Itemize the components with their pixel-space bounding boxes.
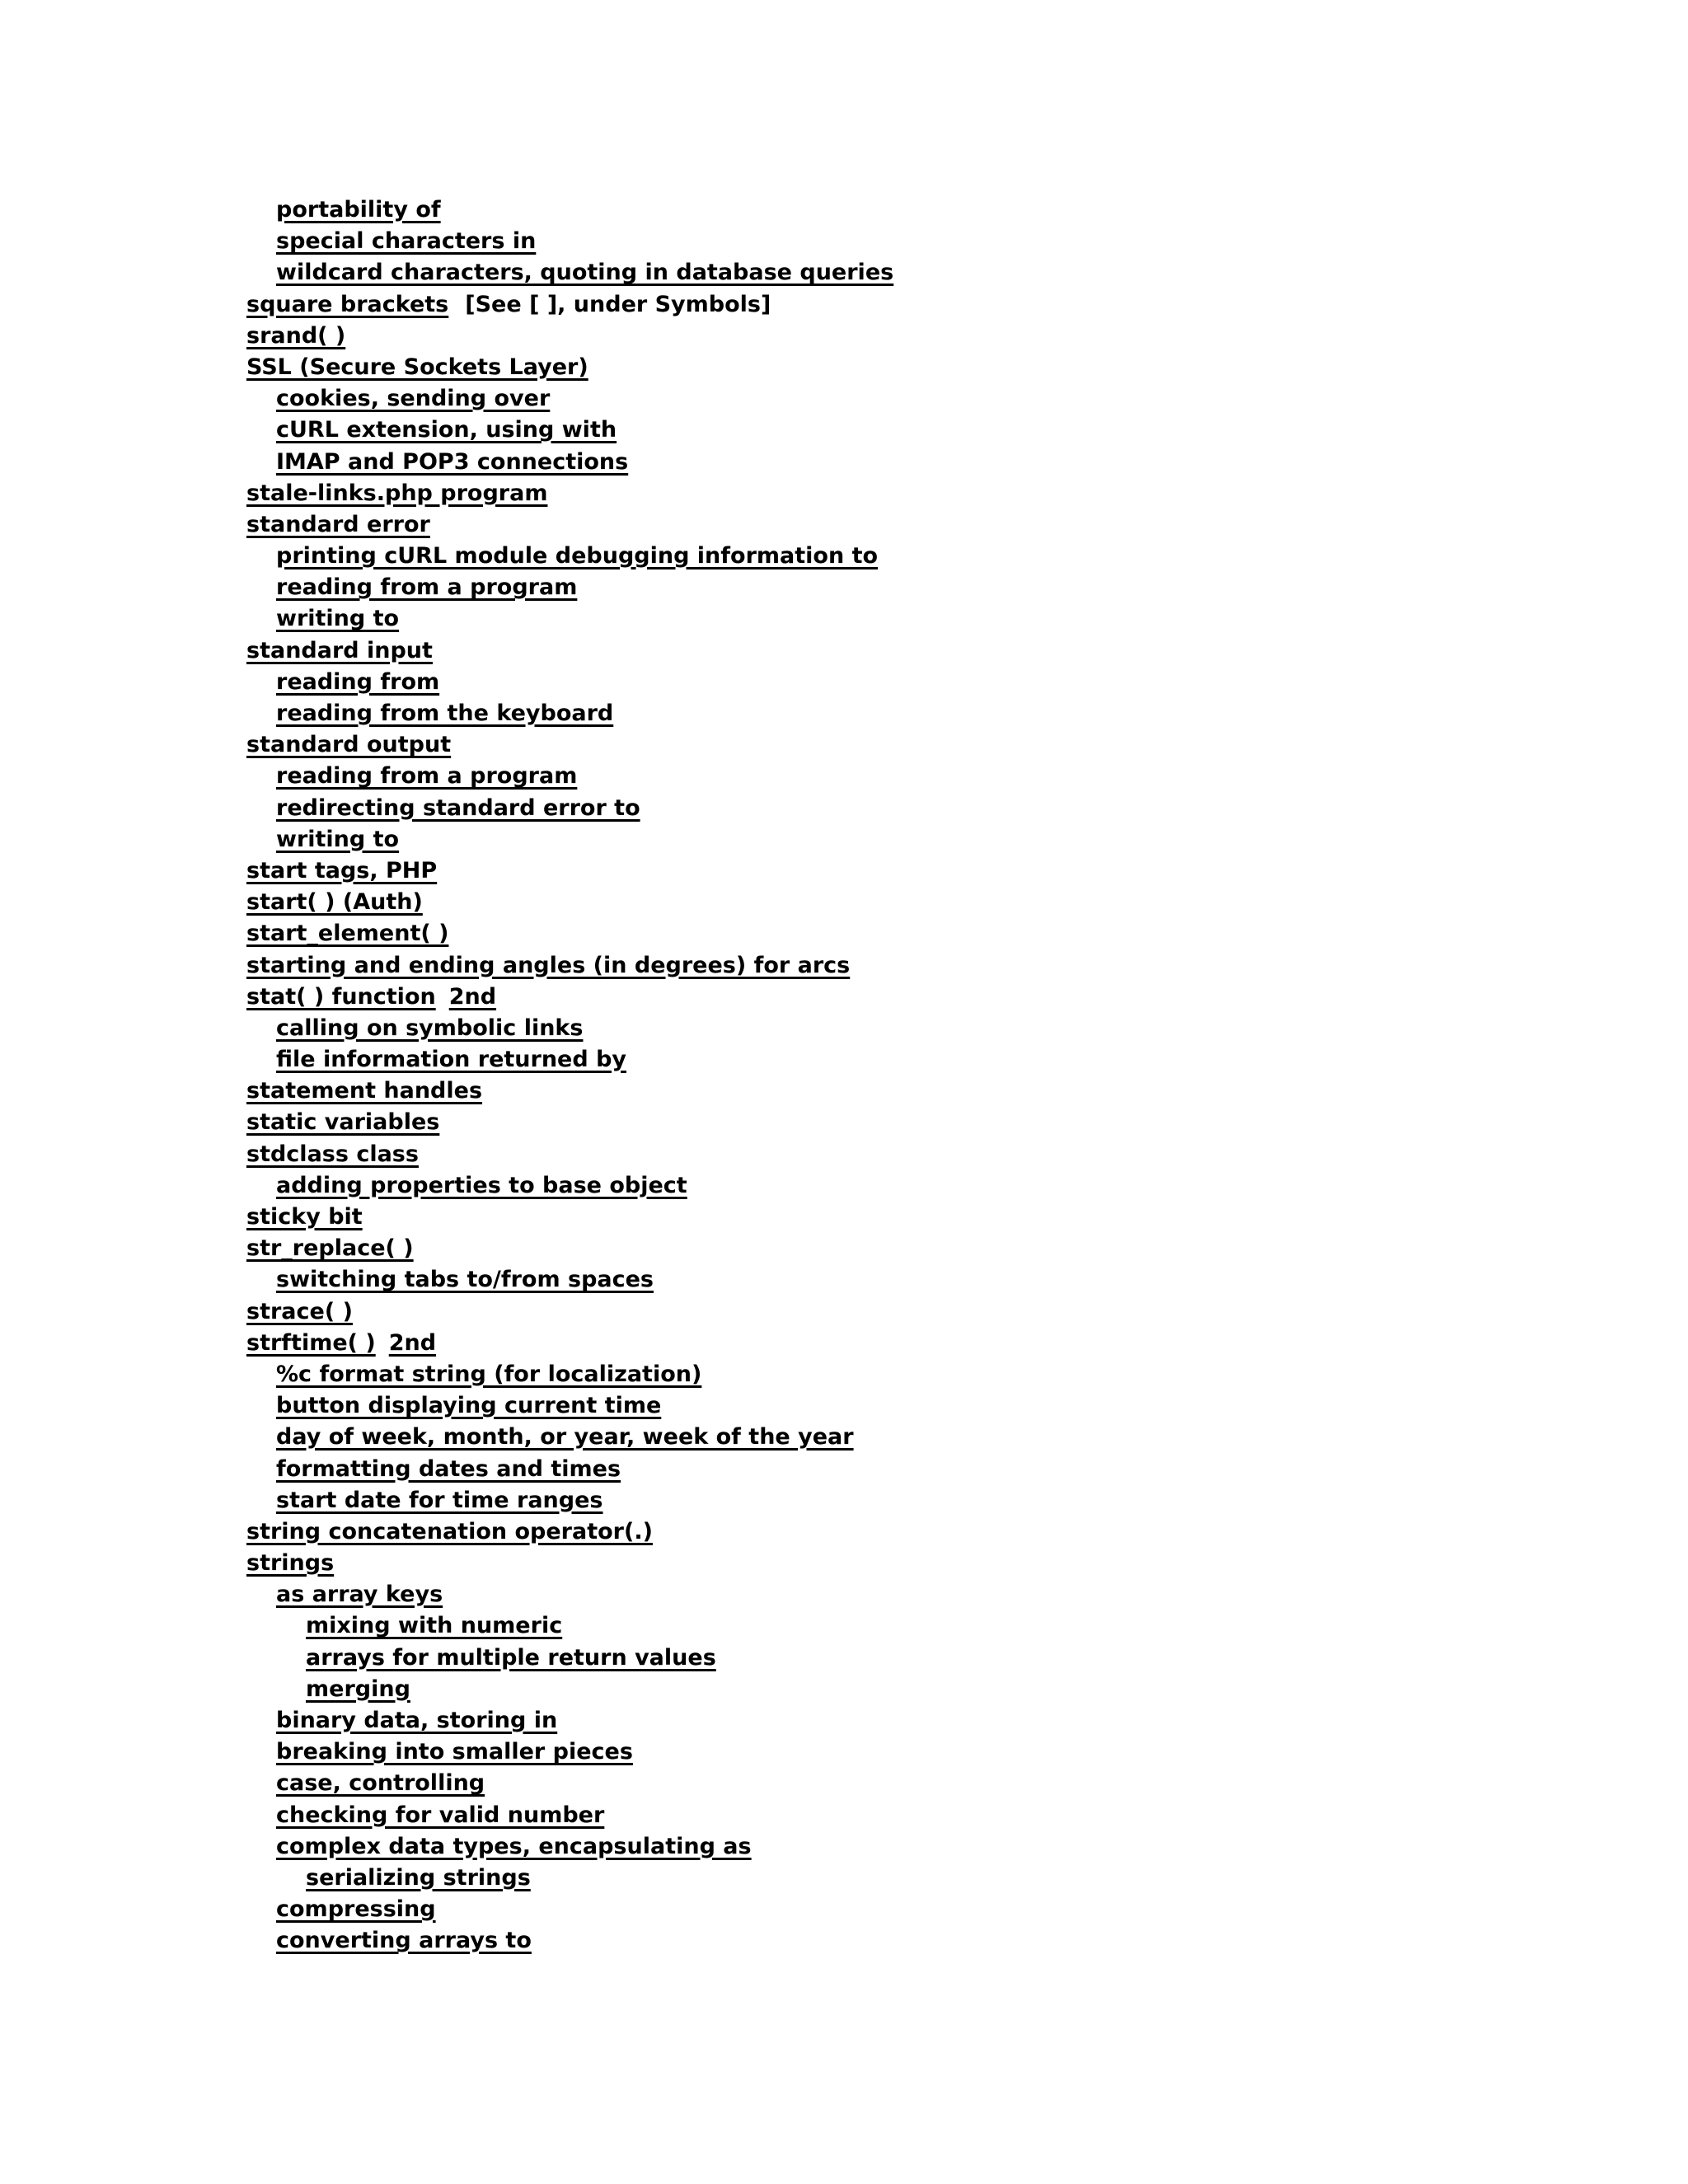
index-entry [246, 950, 893, 982]
index-entry-link[interactable]: serializing strings [306, 1864, 531, 1891]
index-entry [246, 572, 893, 603]
index-entry [246, 918, 893, 949]
index-entry [246, 887, 893, 918]
index-entry-link[interactable]: start_element( ) [246, 921, 449, 947]
index-entry [246, 257, 893, 288]
index-entry [246, 1359, 893, 1390]
index-entry [246, 1705, 893, 1736]
index-entry [246, 1328, 893, 1359]
index-entry [246, 982, 893, 1013]
index-entry [246, 1643, 893, 1674]
index-entry-link[interactable]: mixing with numeric [306, 1613, 563, 1639]
index-entry-link[interactable]: compressing [276, 1896, 436, 1923]
index-entry [246, 1233, 893, 1264]
index-entry-link[interactable]: binary data, storing in [276, 1708, 558, 1733]
index-entry-link[interactable]: writing to [276, 606, 400, 632]
index-entry [246, 855, 893, 887]
index-entry [246, 383, 893, 415]
index-entry [246, 824, 893, 855]
second-reference-link[interactable]: 2nd [388, 1329, 437, 1356]
index-entry-link[interactable]: converting arrays to [276, 1928, 532, 1954]
index-entry-link[interactable]: stat( ) function [246, 983, 436, 1010]
index-entry-link[interactable]: strings [246, 1550, 335, 1577]
index-entry [246, 194, 893, 226]
index-entry [246, 1139, 893, 1170]
index-entry-link[interactable]: SSL (Secure Sockets Layer) [246, 354, 588, 380]
index-entry-link[interactable]: strace( ) [246, 1298, 353, 1324]
index-entry [246, 447, 893, 478]
index-entry-link[interactable]: printing cURL module debugging information to [276, 543, 879, 569]
index-entry [246, 1610, 893, 1642]
index-entry [246, 1863, 893, 1894]
index-entry [246, 415, 893, 446]
index-entry [246, 1107, 893, 1138]
index-entry-link[interactable]: str_replace( ) [246, 1235, 414, 1262]
index-entry [246, 603, 893, 635]
index-entry-link[interactable]: standard error [246, 511, 430, 537]
index-entry [246, 1894, 893, 1925]
index-entry [246, 1044, 893, 1076]
index-entry-link[interactable]: string concatenation operator(.) [246, 1518, 653, 1544]
index-entry-link[interactable]: formatting dates and times [276, 1455, 621, 1482]
index-entry-link[interactable]: start( ) (Auth) [246, 889, 423, 916]
index-entry-link[interactable]: arrays for multiple return values [306, 1644, 716, 1671]
index-entry-link[interactable]: wildcard characters, quoting in database queries [276, 260, 894, 286]
index-entry-link[interactable]: reading from a program [276, 763, 578, 790]
index-entry-link[interactable]: reading from [276, 668, 440, 695]
index-entry-link[interactable]: complex data types, encapsulating as [276, 1833, 752, 1859]
index-entry [246, 1454, 893, 1485]
index-entry-link[interactable]: cookies, sending over [276, 386, 551, 412]
index-entry [246, 1485, 893, 1516]
see-also-reference: [See [ ], under Symbols] [465, 291, 771, 317]
index-entry-link[interactable]: redirecting standard error to [276, 794, 640, 821]
index-entry [246, 635, 893, 667]
index-entry-link[interactable]: static variables [246, 1109, 440, 1136]
index-entry-link[interactable]: calling on symbolic links [276, 1015, 584, 1041]
index-entry [246, 1768, 893, 1799]
index-entry [246, 1925, 893, 1957]
index-entry [246, 667, 893, 698]
index-entry-link[interactable]: switching tabs to/from spaces [276, 1267, 654, 1293]
index-entry-link[interactable]: as array keys [276, 1582, 443, 1608]
index-entry [246, 1516, 893, 1548]
index-entry [246, 1202, 893, 1233]
index-entry-link[interactable]: stale-links.php program [246, 480, 548, 506]
index-entry-link[interactable]: special characters in [276, 228, 537, 255]
index-entry-link[interactable]: start tags, PHP [246, 857, 438, 883]
index-entry [246, 1422, 893, 1453]
index-entry-link[interactable]: statement handles [246, 1078, 483, 1104]
second-reference-link[interactable]: 2nd [448, 983, 497, 1010]
index-entry-link[interactable]: writing to [276, 826, 400, 852]
index-entry-link[interactable]: strftime( ) [246, 1329, 376, 1356]
index-entry [246, 1264, 893, 1296]
index-entry [246, 289, 893, 321]
index-entry-link[interactable]: IMAP and POP3 connections [276, 448, 629, 475]
index-entry [246, 1170, 893, 1202]
index-entry [246, 226, 893, 257]
index-entry [246, 478, 893, 509]
index-entry-link[interactable]: standard input [246, 637, 433, 663]
index-entry [246, 729, 893, 761]
index-entry-link[interactable]: standard output [246, 732, 452, 758]
index-entry [246, 352, 893, 383]
index-entry-link[interactable]: sticky bit [246, 1204, 363, 1230]
index-entry-link[interactable]: button displaying current time [276, 1393, 662, 1419]
index-entry [246, 1013, 893, 1044]
index-entry [246, 541, 893, 572]
index-entry-link[interactable]: case, controlling [276, 1770, 485, 1797]
index-entry-link[interactable]: breaking into smaller pieces [276, 1739, 633, 1765]
index-entry-link[interactable]: file information returned by [276, 1047, 627, 1073]
index-entry [246, 1579, 893, 1610]
index-entry-link[interactable]: day of week, month, or year, week of the year [276, 1424, 854, 1451]
index-entry [246, 1076, 893, 1107]
index-entry-link[interactable]: square brackets [246, 291, 449, 317]
index-entry-link[interactable]: checking for valid number [276, 1802, 605, 1828]
index-entry [246, 1674, 893, 1705]
index-entry [246, 1800, 893, 1831]
index-entry [246, 793, 893, 824]
index-entry-link[interactable]: reading from the keyboard [276, 701, 614, 726]
index-entry-link[interactable]: reading from a program [276, 574, 578, 601]
index-entry [246, 698, 893, 729]
index-entry-link[interactable]: %c format string (for localization) [276, 1361, 702, 1387]
index-entry-list [246, 194, 893, 1957]
index-entry [246, 509, 893, 541]
index-entry-link[interactable]: cURL extension, using with [276, 417, 617, 443]
index-entry-link[interactable]: stdclass class [246, 1141, 419, 1167]
index-entry-link[interactable]: portability of [276, 197, 441, 223]
index-entry-link[interactable]: starting and ending angles (in degrees) for arcs [246, 952, 851, 978]
index-entry [246, 1390, 893, 1422]
index-entry [246, 1548, 893, 1579]
index-entry-link[interactable]: srand( ) [246, 322, 346, 349]
index-entry-link[interactable]: adding properties to base object [276, 1172, 687, 1198]
index-entry [246, 1831, 893, 1863]
index-entry [246, 1736, 893, 1768]
index-entry [246, 761, 893, 792]
index-entry-link[interactable]: merging [306, 1675, 410, 1702]
index-entry [246, 1296, 893, 1328]
index-entry [246, 321, 893, 352]
index-entry-link[interactable]: start date for time ranges [276, 1487, 603, 1513]
